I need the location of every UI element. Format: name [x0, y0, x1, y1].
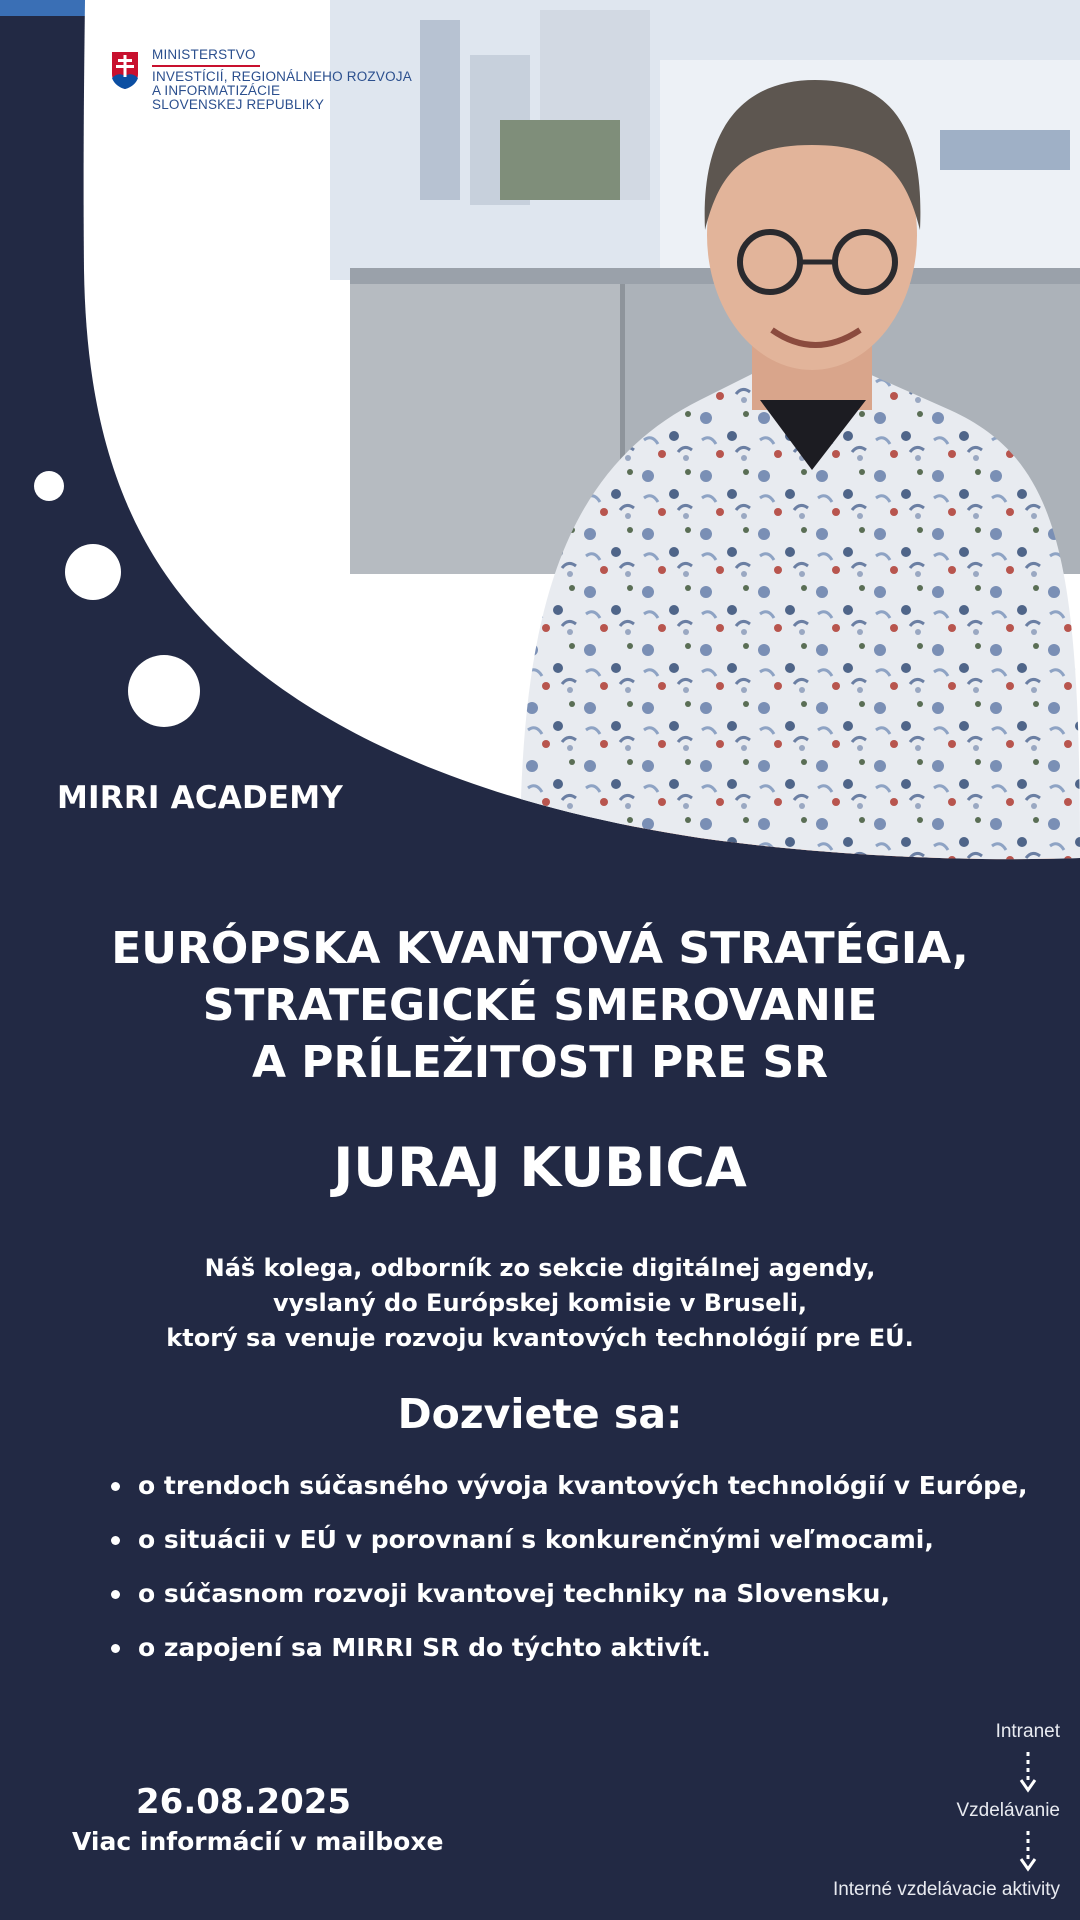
learn-list — [108, 1462, 1080, 1678]
ministry-line-1: MINISTERSTVO — [152, 48, 260, 67]
headline-line-2: STRATEGICKÉ SMEROVANIE — [202, 980, 878, 1031]
bio-line-1: Náš kolega, odborník zo sekcie digitálnej agendy, — [204, 1254, 876, 1282]
event-date: 26.08.2025 — [136, 1782, 352, 1822]
ministry-line-3: A INFORMATIZÁCIE — [152, 83, 281, 98]
coat-of-arms-icon — [108, 48, 142, 92]
ministry-logo — [108, 48, 412, 112]
academy-label: MIRRI ACADEMY — [57, 780, 343, 816]
list-item: o trendoch súčasného vývoja kvantových technológií v Európe, — [138, 1462, 1080, 1516]
headline-line-3: A PRÍLEŽITOSTI PRE SR — [251, 1037, 829, 1088]
path-step-vzdelavanie: Vzdelávanie — [956, 1800, 1060, 1821]
dotted-arrow-down-icon — [720, 1745, 1060, 1797]
list-item: o súčasnom rozvoji kvantovej techniky na Slovensku, — [138, 1570, 1080, 1624]
ministry-name — [152, 48, 412, 112]
hero-graphic — [0, 0, 1080, 870]
bio-line-3: ktorý sa venuje rozvoju kvantových technológií pre EÚ. — [166, 1324, 914, 1352]
path-step-intranet: Intranet — [995, 1721, 1060, 1742]
event-headline — [0, 920, 1080, 1091]
path-step-interne-aktivity: Interné vzdelávacie aktivity — [832, 1879, 1060, 1900]
list-item: o situácii v EÚ v porovnaní s konkurenčnými veľmocami, — [138, 1516, 1080, 1570]
headline-line-1: EURÓPSKA KVANTOVÁ STRATÉGIA, — [111, 923, 969, 974]
learn-heading: Dozviete sa: — [397, 1390, 683, 1438]
ministry-line-4: SLOVENSKEJ REPUBLIKY — [152, 97, 325, 112]
more-info-text: Viac informácií v mailboxe — [72, 1827, 444, 1856]
intranet-path — [720, 1718, 1060, 1903]
speaker-bio — [0, 1251, 1080, 1356]
speaker-name: JURAJ KUBICA — [333, 1136, 747, 1199]
bio-line-2: vyslaný do Európskej komisie v Bruseli, — [272, 1289, 808, 1317]
dotted-arrow-down-icon — [720, 1824, 1060, 1876]
ministry-line-2: INVESTÍCIÍ, REGIONÁLNEHO ROZVOJA — [152, 69, 412, 84]
list-item: o zapojení sa MIRRI SR do týchto aktivít. — [138, 1624, 1080, 1678]
